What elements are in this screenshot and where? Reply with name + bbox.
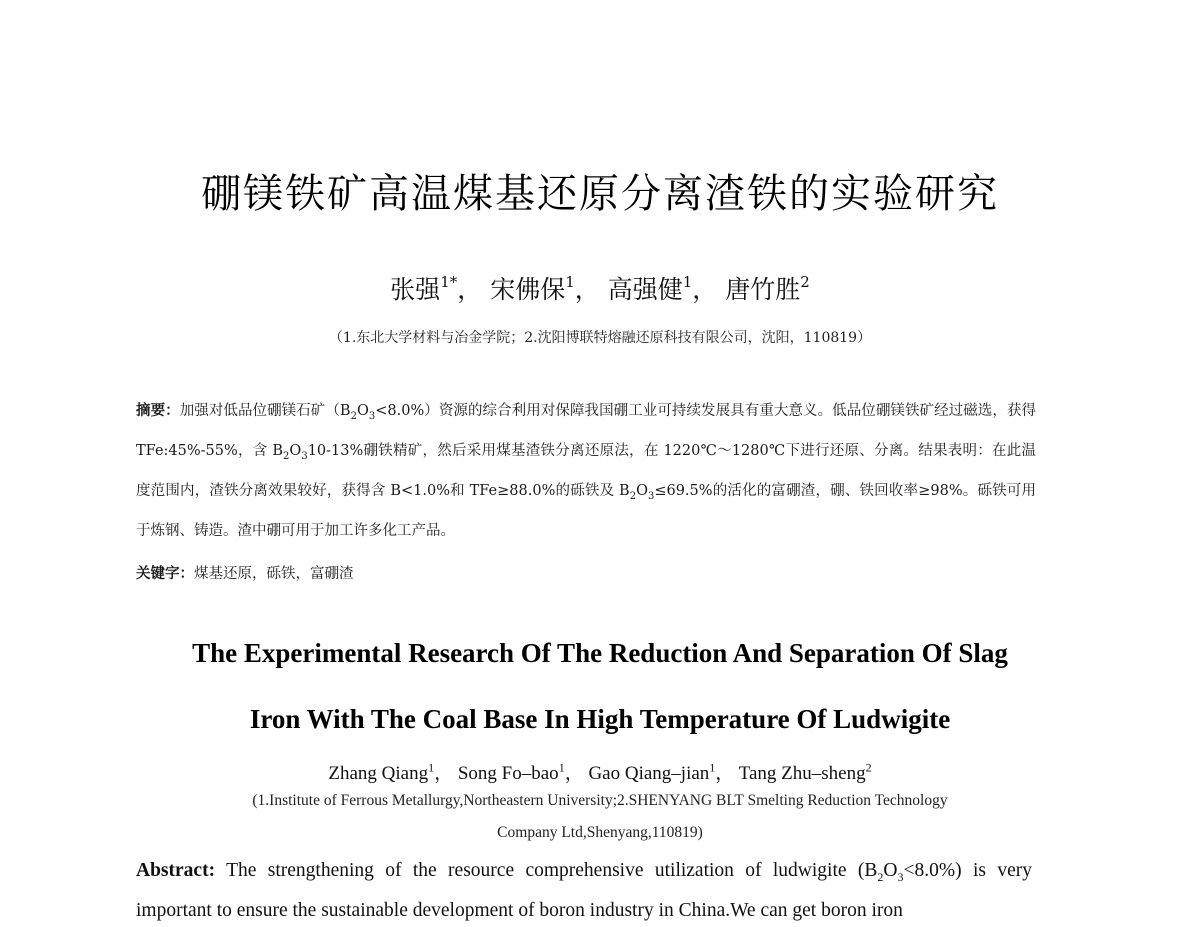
english-authors [0, 758, 1200, 785]
keywords-text: 煤基还原，砾铁，富硼渣 [194, 566, 354, 582]
subscript: 3 [647, 490, 655, 502]
author-affil-mark: 1 [558, 760, 565, 775]
subscript: 3 [301, 450, 308, 462]
author-name: Tang Zhu–sheng [738, 763, 866, 784]
keywords-label: 关键字： [136, 565, 194, 582]
subscript: 3 [897, 869, 904, 884]
abstract-text: 加强对低品位硼镁石矿（B [179, 403, 351, 419]
author-name: Song Fo–bao [457, 763, 559, 784]
author-separator: ， [574, 275, 600, 304]
author-affil-mark: 1 [682, 272, 693, 291]
author-separator: ， [457, 275, 483, 304]
author-name: Zhang Qiang [328, 763, 429, 784]
english-affiliation-line2: Company Ltd,Shenyang,110819) [497, 824, 703, 841]
abstract-text: O [356, 403, 369, 419]
english-title-line1: The Experimental Research Of The Reduction And Separation Of Slag [192, 638, 1008, 668]
author-name: Gao Qiang–jian [588, 763, 710, 784]
chinese-title: 硼镁铁矿高温煤基还原分离渣铁的实验研究 [201, 171, 999, 217]
abstract-text: O [636, 482, 648, 499]
author-separator: ， [434, 763, 454, 784]
english-title-line2: Iron With The Coal Base In High Temperature Of Ludwigite [249, 704, 951, 734]
abstract-text: <8.0%）资源的综合利用对保障我国硼工业可持续发展具有重大意义。低品位硼镁铁矿经过磁选，获得 TFe:45%-55%，含 B [136, 403, 1037, 459]
author-separator: ， [564, 763, 584, 784]
chinese-authors [0, 270, 1200, 306]
author-affil-mark: 2 [800, 272, 810, 291]
abstract-text: O [289, 442, 302, 459]
chinese-keywords [136, 562, 1036, 583]
author-separator: ， [715, 763, 735, 784]
subscript: 2 [283, 450, 290, 462]
author-name: 宋佛保 [490, 275, 566, 304]
author-affil-mark: 1 [709, 760, 716, 775]
author-affil-mark: 2 [865, 760, 872, 775]
abstract-text: O [883, 860, 898, 881]
abstract-text: 10-13%硼铁精矿，然后采用煤基渣铁分离还原法，在 1220℃～1280℃下进行还原、分离。结果表明：在此温度范围内，渣铁分离效果较好，获得含 B<1.0%和 TFe≥88.0%的砾铁及 B [136, 442, 1036, 499]
subscript: 2 [877, 869, 884, 884]
abstract-label: Abstract [136, 860, 209, 881]
abstract-label: 摘要： [136, 402, 180, 419]
english-abstract [136, 854, 1032, 927]
author-affil-mark: 1 [565, 272, 575, 291]
author-name: 张强 [390, 275, 441, 304]
abstract-text: ≤69.5%的活化的富硼渣，硼、铁回收率≥98%。砾铁可用于炼钢、铸造。渣中硼可用于加工许多化工产品。 [136, 482, 1036, 539]
chinese-affiliation: （1.东北大学材料与冶金学院；2.沈阳博联特熔融还原科技有限公司，沈阳，110819） [328, 330, 872, 346]
author-affil-mark: 1 [428, 760, 435, 775]
author-name: 唐竹胜 [725, 275, 801, 304]
english-affiliation-line1: (1.Institute of Ferrous Metallurgy,Northeastern University;2.SHENYANG BLT Smelting Reduction Technology [252, 792, 948, 809]
subscript: 2 [629, 490, 637, 502]
abstract-colon: : [208, 860, 216, 881]
author-affil-mark: 1* [440, 272, 458, 291]
abstract-text: <8.0%) is very important to ensure the sustainable development of boron industry in China.We can get boron iron [136, 860, 1033, 921]
chinese-abstract [136, 394, 1036, 548]
subscript: 3 [368, 410, 376, 422]
subscript: 2 [350, 410, 357, 422]
author-separator: ， [692, 275, 718, 304]
abstract-text: The strengthening of the resource comprehensive utilization of ludwigite (B [215, 860, 878, 881]
author-name: 高强健 [607, 275, 683, 304]
